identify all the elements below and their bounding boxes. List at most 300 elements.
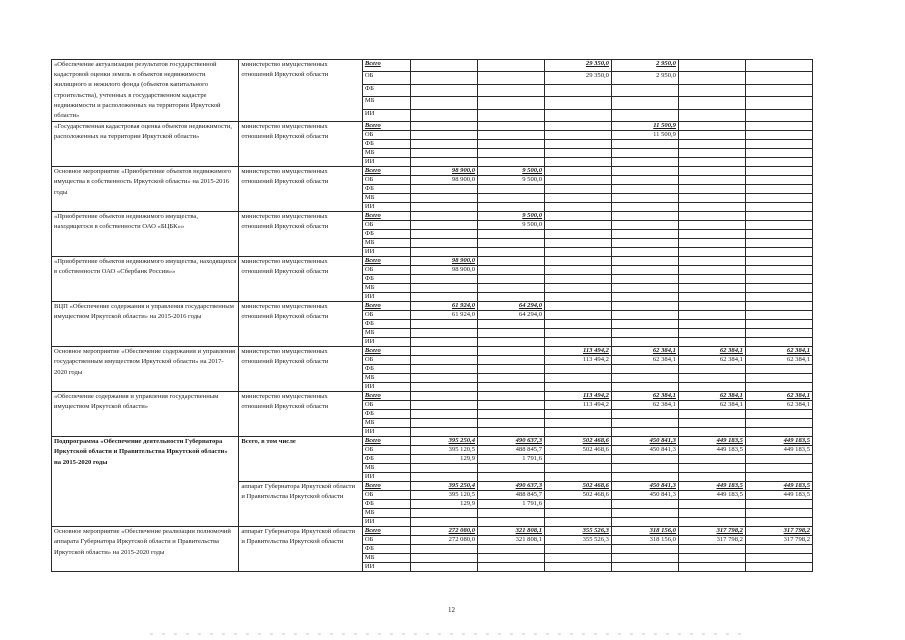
- value-cell: [745, 122, 812, 131]
- value-cell: [678, 311, 745, 320]
- value-cell: [478, 257, 545, 266]
- value-cell: [411, 109, 478, 121]
- source-cell: ИИ: [362, 248, 410, 257]
- value-cell: 62 384,1: [745, 347, 812, 356]
- value-cell: [411, 239, 478, 248]
- value-cell: [745, 374, 812, 383]
- value-cell: [478, 473, 545, 482]
- value-cell: [678, 109, 745, 121]
- value-cell: [678, 320, 745, 329]
- value-cell: [678, 275, 745, 284]
- value-cell: [411, 518, 478, 527]
- value-cell: [411, 347, 478, 356]
- value-cell: [544, 545, 611, 554]
- value-cell: [478, 419, 545, 428]
- value-cell: [478, 149, 545, 158]
- value-cell: [544, 275, 611, 284]
- value-cell: [411, 230, 478, 239]
- value-cell: [678, 329, 745, 338]
- value-cell: [611, 140, 678, 149]
- value-cell: [611, 158, 678, 167]
- value-cell: 321 808,1: [478, 527, 545, 536]
- value-cell: 272 080,0: [411, 536, 478, 545]
- executor-cell: Всего, в том числе: [239, 437, 363, 482]
- value-cell: [745, 455, 812, 464]
- source-cell: ФБ: [362, 455, 410, 464]
- value-cell: [478, 230, 545, 239]
- measure-name-cell: Основное мероприятие «Приобретение объектов недвижимого имущества в собственность Иркутской области» на 2015-2016 годы: [52, 167, 239, 212]
- measure-name-cell: «Приобретение объектов недвижимого имущества, находящихся в собственности ОАО «Сбербанк России»»: [52, 257, 239, 302]
- value-cell: [745, 320, 812, 329]
- value-cell: [411, 545, 478, 554]
- value-cell: [678, 185, 745, 194]
- value-cell: [544, 97, 611, 109]
- source-cell: ФБ: [362, 365, 410, 374]
- value-cell: [411, 275, 478, 284]
- value-cell: [678, 230, 745, 239]
- value-cell: [745, 131, 812, 140]
- value-cell: [745, 554, 812, 563]
- value-cell: [411, 284, 478, 293]
- measure-name-cell: Основное мероприятие «Обеспечение реализации полномочий аппарата Губернатора Иркутской области и Правительства Иркутской области» на 2015-2020 годы: [52, 527, 239, 572]
- value-cell: [478, 203, 545, 212]
- value-cell: [745, 239, 812, 248]
- value-cell: [544, 212, 611, 221]
- value-cell: 490 637,3: [478, 482, 545, 491]
- value-cell: [745, 329, 812, 338]
- value-cell: 98 900,0: [411, 257, 478, 266]
- value-cell: [745, 176, 812, 185]
- value-cell: [411, 374, 478, 383]
- value-cell: [544, 140, 611, 149]
- value-cell: [611, 109, 678, 121]
- source-cell: ОБ: [362, 356, 410, 365]
- value-cell: [745, 97, 812, 109]
- value-cell: [611, 221, 678, 230]
- value-cell: 449 183,5: [745, 491, 812, 500]
- value-cell: [678, 194, 745, 203]
- value-cell: [411, 554, 478, 563]
- value-cell: [478, 365, 545, 374]
- source-cell: ИИ: [362, 338, 410, 347]
- value-cell: [411, 203, 478, 212]
- executor-cell: министерство имущественных отношений Иркутской области: [239, 302, 363, 347]
- value-cell: [544, 257, 611, 266]
- value-cell: [478, 284, 545, 293]
- value-cell: [678, 374, 745, 383]
- value-cell: [678, 239, 745, 248]
- value-cell: [478, 401, 545, 410]
- value-cell: 317 798,2: [678, 527, 745, 536]
- value-cell: 395 250,4: [411, 437, 478, 446]
- table-row: [52, 167, 813, 176]
- source-cell: ФБ: [362, 185, 410, 194]
- value-cell: 113 494,2: [544, 401, 611, 410]
- source-cell: ОБ: [362, 176, 410, 185]
- value-cell: [745, 365, 812, 374]
- value-cell: [478, 72, 545, 84]
- value-cell: [544, 194, 611, 203]
- value-cell: [544, 284, 611, 293]
- value-cell: 1 791,6: [478, 500, 545, 509]
- value-cell: [678, 149, 745, 158]
- value-cell: [678, 176, 745, 185]
- value-cell: [611, 320, 678, 329]
- value-cell: [611, 149, 678, 158]
- value-cell: [544, 374, 611, 383]
- value-cell: [544, 428, 611, 437]
- value-cell: [544, 266, 611, 275]
- value-cell: 98 900,0: [411, 176, 478, 185]
- value-cell: [544, 383, 611, 392]
- source-cell: ФБ: [362, 320, 410, 329]
- value-cell: [544, 109, 611, 121]
- value-cell: 113 494,2: [544, 356, 611, 365]
- value-cell: [745, 203, 812, 212]
- measure-name-cell: ВЦП «Обеспечение содержания и управления государственным имуществом Иркутской области» на 2015-2016 годы: [52, 302, 239, 347]
- value-cell: [544, 239, 611, 248]
- value-cell: 449 183,5: [678, 437, 745, 446]
- value-cell: [411, 60, 478, 72]
- table-row: [52, 437, 813, 446]
- value-cell: 395 120,5: [411, 446, 478, 455]
- value-cell: [544, 230, 611, 239]
- table-row: [52, 392, 813, 401]
- value-cell: [611, 365, 678, 374]
- value-cell: 61 924,0: [411, 302, 478, 311]
- value-cell: [745, 410, 812, 419]
- measure-name-cell: «Приобретение объектов недвижимого имущества, находящегося в собственности ОАО «БЦБК»»: [52, 212, 239, 257]
- executor-cell: министерство имущественных отношений Иркутской области: [239, 122, 363, 167]
- value-cell: [478, 347, 545, 356]
- value-cell: [611, 212, 678, 221]
- value-cell: [544, 563, 611, 572]
- executor-cell: министерство имущественных отношений Иркутской области: [239, 392, 363, 437]
- value-cell: [745, 518, 812, 527]
- source-cell: ИИ: [362, 563, 410, 572]
- value-cell: [611, 338, 678, 347]
- value-cell: [544, 419, 611, 428]
- source-cell: МБ: [362, 554, 410, 563]
- value-cell: [611, 518, 678, 527]
- value-cell: [411, 293, 478, 302]
- value-cell: 62 384,1: [611, 356, 678, 365]
- value-cell: [411, 158, 478, 167]
- value-cell: 29 350,0: [544, 60, 611, 72]
- source-cell: Всего: [362, 527, 410, 536]
- source-cell: ИИ: [362, 428, 410, 437]
- value-cell: [745, 212, 812, 221]
- value-cell: [611, 194, 678, 203]
- value-cell: 11 500,9: [611, 122, 678, 131]
- value-cell: [678, 545, 745, 554]
- source-cell: ОБ: [362, 446, 410, 455]
- budget-table: [51, 59, 813, 572]
- value-cell: [678, 131, 745, 140]
- value-cell: [611, 97, 678, 109]
- table-row: [52, 257, 813, 266]
- value-cell: [745, 185, 812, 194]
- value-cell: [544, 293, 611, 302]
- value-cell: [478, 248, 545, 257]
- value-cell: 62 384,1: [745, 356, 812, 365]
- value-cell: [478, 554, 545, 563]
- value-cell: 64 294,0: [478, 302, 545, 311]
- source-cell: ФБ: [362, 84, 410, 96]
- value-cell: 113 494,2: [544, 347, 611, 356]
- value-cell: [745, 428, 812, 437]
- value-cell: [478, 131, 545, 140]
- value-cell: [611, 176, 678, 185]
- value-cell: [611, 257, 678, 266]
- value-cell: [478, 338, 545, 347]
- value-cell: [678, 248, 745, 257]
- table-row: [52, 527, 813, 536]
- value-cell: 129,9: [411, 500, 478, 509]
- source-cell: Всего: [362, 482, 410, 491]
- value-cell: [611, 84, 678, 96]
- value-cell: 449 183,5: [678, 491, 745, 500]
- value-cell: [611, 329, 678, 338]
- value-cell: [611, 311, 678, 320]
- value-cell: [411, 72, 478, 84]
- value-cell: [745, 302, 812, 311]
- value-cell: [544, 320, 611, 329]
- value-cell: 2 950,0: [611, 72, 678, 84]
- value-cell: [678, 60, 745, 72]
- value-cell: [745, 464, 812, 473]
- value-cell: [478, 383, 545, 392]
- value-cell: [745, 473, 812, 482]
- value-cell: 9 500,0: [478, 167, 545, 176]
- source-cell: ОБ: [362, 491, 410, 500]
- value-cell: 502 468,6: [544, 446, 611, 455]
- scan-artifact: [150, 632, 750, 636]
- value-cell: [678, 464, 745, 473]
- value-cell: [544, 167, 611, 176]
- value-cell: [611, 419, 678, 428]
- value-cell: [411, 221, 478, 230]
- value-cell: [544, 464, 611, 473]
- source-cell: ОБ: [362, 131, 410, 140]
- value-cell: [478, 60, 545, 72]
- measure-name-cell: Подпрограмма «Обеспечение деятельности Губернатора Иркутской области и Правительства Иркутской области» на 2015-2020 годы: [52, 437, 239, 527]
- value-cell: [678, 455, 745, 464]
- value-cell: 9 500,0: [478, 212, 545, 221]
- source-cell: Всего: [362, 437, 410, 446]
- value-cell: [411, 122, 478, 131]
- value-cell: [678, 473, 745, 482]
- value-cell: 129,9: [411, 455, 478, 464]
- executor-cell: министерство имущественных отношений Иркутской области: [239, 60, 363, 122]
- value-cell: [544, 338, 611, 347]
- value-cell: [411, 473, 478, 482]
- value-cell: [478, 266, 545, 275]
- value-cell: [745, 109, 812, 121]
- source-cell: ФБ: [362, 545, 410, 554]
- value-cell: 355 526,3: [544, 536, 611, 545]
- value-cell: 490 637,3: [478, 437, 545, 446]
- value-cell: 29 350,0: [544, 72, 611, 84]
- value-cell: [544, 518, 611, 527]
- value-cell: [478, 392, 545, 401]
- value-cell: [544, 203, 611, 212]
- source-cell: Всего: [362, 122, 410, 131]
- value-cell: [678, 500, 745, 509]
- value-cell: 488 845,7: [478, 446, 545, 455]
- value-cell: 450 841,3: [611, 491, 678, 500]
- table-row: [52, 122, 813, 131]
- value-cell: [478, 428, 545, 437]
- value-cell: [411, 212, 478, 221]
- source-cell: ИИ: [362, 158, 410, 167]
- value-cell: [544, 311, 611, 320]
- source-cell: Всего: [362, 302, 410, 311]
- value-cell: [678, 365, 745, 374]
- value-cell: 317 798,2: [745, 527, 812, 536]
- value-cell: [611, 275, 678, 284]
- value-cell: [411, 383, 478, 392]
- value-cell: [745, 140, 812, 149]
- value-cell: [678, 140, 745, 149]
- value-cell: [678, 383, 745, 392]
- source-cell: Всего: [362, 212, 410, 221]
- value-cell: [678, 72, 745, 84]
- source-cell: МБ: [362, 284, 410, 293]
- source-cell: МБ: [362, 97, 410, 109]
- value-cell: [678, 84, 745, 96]
- value-cell: [411, 149, 478, 158]
- value-cell: [411, 419, 478, 428]
- value-cell: [678, 97, 745, 109]
- value-cell: 395 250,4: [411, 482, 478, 491]
- value-cell: [678, 158, 745, 167]
- value-cell: [478, 140, 545, 149]
- value-cell: 355 526,3: [544, 527, 611, 536]
- executor-cell: аппарат Губернатора Иркутской области и Правительства Иркутской области: [239, 482, 363, 527]
- value-cell: [745, 275, 812, 284]
- value-cell: [678, 293, 745, 302]
- value-cell: [678, 302, 745, 311]
- value-cell: [745, 266, 812, 275]
- value-cell: [544, 185, 611, 194]
- source-cell: ФБ: [362, 410, 410, 419]
- executor-cell: министерство имущественных отношений Иркутской области: [239, 167, 363, 212]
- value-cell: [544, 329, 611, 338]
- value-cell: [745, 338, 812, 347]
- value-cell: 62 384,1: [678, 347, 745, 356]
- value-cell: [745, 311, 812, 320]
- measure-name-cell: «Государственная кадастровая оценка объектов недвижимости, расположенных на территории Иркутской области»: [52, 122, 239, 167]
- value-cell: [611, 239, 678, 248]
- measure-name-cell: «Обеспечение актуализации результатов государственной кадастровой оценки земель в объектов недвижимости жилищного и нежилого фонда (объектов капитального строительства), учтенных в государственном кадастре недвижимости и расположенных на территории Иркутской области»: [52, 60, 239, 122]
- value-cell: 62 384,1: [745, 392, 812, 401]
- value-cell: 272 080,0: [411, 527, 478, 536]
- source-cell: ОБ: [362, 221, 410, 230]
- value-cell: [411, 84, 478, 96]
- value-cell: 62 384,1: [678, 356, 745, 365]
- value-cell: [544, 122, 611, 131]
- value-cell: 9 500,0: [478, 221, 545, 230]
- value-cell: 488 845,7: [478, 491, 545, 500]
- value-cell: 62 384,1: [611, 347, 678, 356]
- value-cell: 502 468,6: [544, 482, 611, 491]
- source-cell: Всего: [362, 347, 410, 356]
- value-cell: [478, 545, 545, 554]
- source-cell: ФБ: [362, 140, 410, 149]
- value-cell: [745, 419, 812, 428]
- source-cell: ОБ: [362, 536, 410, 545]
- value-cell: 9 500,0: [478, 176, 545, 185]
- value-cell: [745, 72, 812, 84]
- value-cell: [745, 293, 812, 302]
- value-cell: [544, 500, 611, 509]
- value-cell: [411, 338, 478, 347]
- value-cell: [745, 221, 812, 230]
- value-cell: [411, 185, 478, 194]
- executor-cell: аппарат Губернатора Иркутской области и Правительства Иркутской области: [239, 527, 363, 572]
- value-cell: [411, 194, 478, 203]
- value-cell: 450 841,3: [611, 482, 678, 491]
- value-cell: 62 384,1: [678, 401, 745, 410]
- value-cell: 62 384,1: [745, 401, 812, 410]
- value-cell: [411, 248, 478, 257]
- value-cell: [411, 563, 478, 572]
- value-cell: [478, 275, 545, 284]
- value-cell: [544, 158, 611, 167]
- value-cell: [678, 284, 745, 293]
- source-cell: ОБ: [362, 72, 410, 84]
- value-cell: [411, 365, 478, 374]
- table-row: [52, 212, 813, 221]
- source-cell: МБ: [362, 194, 410, 203]
- source-cell: ОБ: [362, 311, 410, 320]
- value-cell: [745, 149, 812, 158]
- value-cell: 11 500,9: [611, 131, 678, 140]
- executor-cell: министерство имущественных отношений Иркутской области: [239, 212, 363, 257]
- value-cell: [611, 554, 678, 563]
- value-cell: 98 900,0: [411, 266, 478, 275]
- value-cell: [745, 248, 812, 257]
- source-cell: Всего: [362, 60, 410, 72]
- table-row: [52, 347, 813, 356]
- value-cell: [544, 455, 611, 464]
- value-cell: [411, 401, 478, 410]
- value-cell: [745, 230, 812, 239]
- value-cell: 2 950,0: [611, 60, 678, 72]
- value-cell: [611, 185, 678, 194]
- value-cell: [478, 97, 545, 109]
- value-cell: [678, 212, 745, 221]
- value-cell: 64 294,0: [478, 311, 545, 320]
- value-cell: [611, 545, 678, 554]
- value-cell: [745, 509, 812, 518]
- source-cell: ОБ: [362, 266, 410, 275]
- value-cell: [478, 374, 545, 383]
- value-cell: 62 384,1: [611, 392, 678, 401]
- source-cell: ИИ: [362, 518, 410, 527]
- value-cell: [745, 158, 812, 167]
- value-cell: [678, 428, 745, 437]
- value-cell: [678, 554, 745, 563]
- source-cell: ФБ: [362, 275, 410, 284]
- value-cell: [544, 248, 611, 257]
- value-cell: 98 900,0: [411, 167, 478, 176]
- value-cell: 502 468,6: [544, 437, 611, 446]
- value-cell: [678, 518, 745, 527]
- value-cell: [678, 419, 745, 428]
- value-cell: [678, 257, 745, 266]
